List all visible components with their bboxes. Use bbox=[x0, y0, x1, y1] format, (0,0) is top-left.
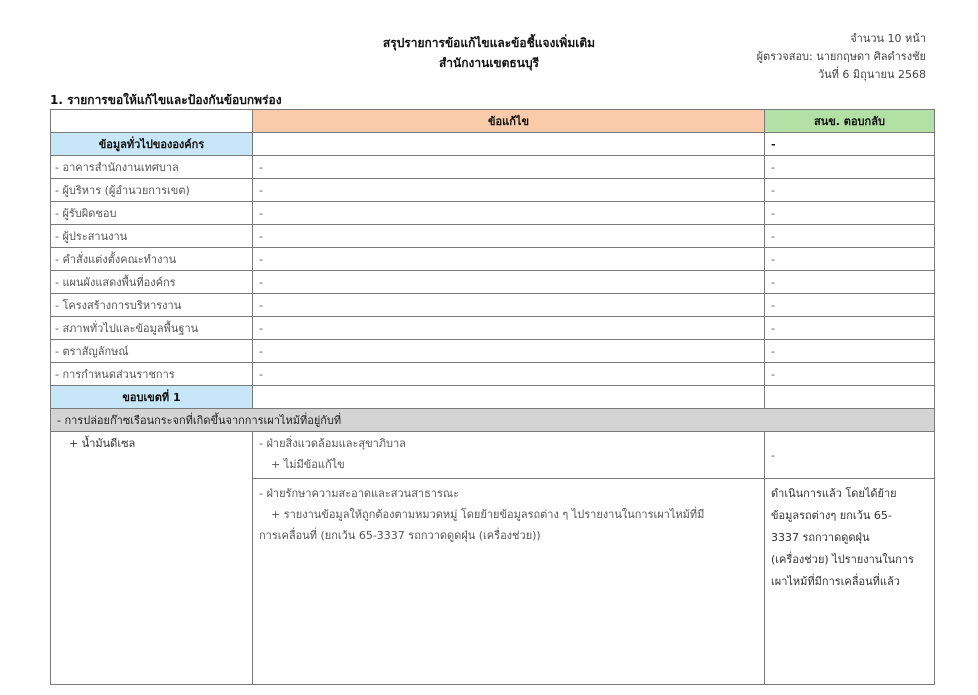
table-header-row bbox=[51, 110, 935, 133]
row-label: - ผู้รับผิดชอบ bbox=[51, 202, 253, 225]
header-cell-blank bbox=[51, 110, 253, 133]
row-fix: - bbox=[253, 156, 765, 179]
group-general-reply: - bbox=[765, 133, 935, 156]
table-row bbox=[51, 340, 935, 363]
detail-cleaning-dept: - ฝ่ายรักษาความสะอาดและสวนสาธารณะ bbox=[259, 487, 459, 500]
row-label: - ตราสัญลักษณ์ bbox=[51, 340, 253, 363]
group-general-fix bbox=[253, 133, 765, 156]
row-reply: - bbox=[765, 294, 935, 317]
row-label: - ผู้ประสานงาน bbox=[51, 225, 253, 248]
row-reply: - bbox=[765, 363, 935, 386]
row-label: - ผู้บริหาร (ผู้อำนวยการเขต) bbox=[51, 179, 253, 202]
group-label-general: ข้อมูลทั่วไปขององค์กร bbox=[51, 133, 253, 156]
reply-line-2: ข้อมูลรถต่างๆ ยกเว้น 65- bbox=[771, 509, 892, 522]
row-reply: - bbox=[765, 179, 935, 202]
header-cell-corrections: ข้อแก้ไข bbox=[253, 110, 765, 133]
row-label: - คำสั่งแต่งตั้งคณะทำงาน bbox=[51, 248, 253, 271]
emission-category-label: - การปล่อยก๊าซเรือนกระจกที่เกิดขึ้นจากการเผาไหม้ที่อยู่กับที่ bbox=[51, 409, 935, 432]
detail-environment-reply: - bbox=[765, 432, 935, 479]
page-count: จำนวน 10 หน้า bbox=[850, 32, 926, 45]
group-scope1-reply bbox=[765, 386, 935, 409]
row-reply: - bbox=[765, 271, 935, 294]
title-line-2: สำนักงานเขตธนบุรี bbox=[438, 56, 540, 70]
table-row bbox=[51, 179, 935, 202]
detail-environment-fix bbox=[253, 432, 765, 479]
reply-line-5: เผาไหม้ที่มีการเคลื่อนที่แล้ว bbox=[771, 575, 900, 588]
row-reply: - bbox=[765, 202, 935, 225]
row-label: - การกำหนดส่วนราชการ bbox=[51, 363, 253, 386]
group-label-scope1: ขอบเขตที่ 1 bbox=[51, 386, 253, 409]
row-reply: - bbox=[765, 248, 935, 271]
row-reply: - bbox=[765, 317, 935, 340]
review-date: วันที่ 6 มิถุนายน 2568 bbox=[817, 68, 926, 81]
group-row-general bbox=[51, 133, 935, 156]
header-cell-reply: สนข. ตอบกลับ bbox=[765, 110, 935, 133]
table-row bbox=[51, 202, 935, 225]
table-row bbox=[51, 225, 935, 248]
row-fix: - bbox=[253, 363, 765, 386]
title-line-1: สรุปรายการข้อแก้ไขและข้อชี้แจงเพิ่มเติม bbox=[382, 36, 596, 50]
row-fix: - bbox=[253, 202, 765, 225]
row-reply: - bbox=[765, 225, 935, 248]
detail-cleaning-note-cont: การเคลื่อนที่ (ยกเว้น 65-3337 รถกวาดดูดฝุ่น (เครื่องช่วย)) bbox=[259, 529, 541, 542]
detail-environment-dept: - ฝ่ายสิ่งแวดล้อมและสุขาภิบาล bbox=[259, 437, 406, 450]
table-row bbox=[51, 248, 935, 271]
reviewer-name: ผู้ตรวจสอบ: นายกฤษดา ศิลดำรงชัย bbox=[756, 50, 926, 63]
detail-item-diesel: + น้ำมันดีเซล bbox=[51, 432, 253, 685]
row-reply: - bbox=[765, 156, 935, 179]
table-row bbox=[51, 317, 935, 340]
detail-cleaning-reply bbox=[765, 479, 935, 685]
reply-line-1: ดำเนินการแล้ว โดยได้ย้าย bbox=[771, 487, 897, 500]
row-fix: - bbox=[253, 271, 765, 294]
row-label: - สภาพทั่วไปและข้อมูลพื้นฐาน bbox=[51, 317, 253, 340]
table-row bbox=[51, 294, 935, 317]
section-title: 1. รายการขอให้แก้ไขและป้องกันข้อบกพร่อง bbox=[50, 93, 282, 107]
row-reply: - bbox=[765, 340, 935, 363]
row-fix: - bbox=[253, 179, 765, 202]
detail-cleaning-fix bbox=[253, 479, 765, 685]
table-row bbox=[51, 363, 935, 386]
reply-line-3: 3337 รถกวาดดูดฝุ่น bbox=[771, 531, 870, 544]
detail-row-environment bbox=[51, 432, 935, 479]
detail-cleaning-note: + รายงานข้อมูลให้ถูกต้องตามหมวดหมู่ โดยย้ายข้อมูลรถต่าง ๆ ไปรายงานในการเผาไหม้ที่มี bbox=[271, 508, 705, 521]
row-label: - แผนผังแสดงพื้นที่องค์กร bbox=[51, 271, 253, 294]
group-scope1-fix bbox=[253, 386, 765, 409]
emission-category-row bbox=[51, 409, 935, 432]
table-row bbox=[51, 156, 935, 179]
document-meta bbox=[757, 30, 926, 84]
row-fix: - bbox=[253, 248, 765, 271]
table-row bbox=[51, 271, 935, 294]
corrections-table bbox=[50, 109, 935, 685]
row-label: - อาคารสำนักงานเทศบาล bbox=[51, 156, 253, 179]
row-fix: - bbox=[253, 317, 765, 340]
row-label: - โครงสร้างการบริหารงาน bbox=[51, 294, 253, 317]
detail-environment-note: + ไม่มีข้อแก้ไข bbox=[271, 458, 345, 471]
row-fix: - bbox=[253, 225, 765, 248]
group-row-scope1 bbox=[51, 386, 935, 409]
row-fix: - bbox=[253, 294, 765, 317]
row-fix: - bbox=[253, 340, 765, 363]
reply-line-4: (เครื่องช่วย) ไปรายงานในการ bbox=[771, 553, 914, 566]
